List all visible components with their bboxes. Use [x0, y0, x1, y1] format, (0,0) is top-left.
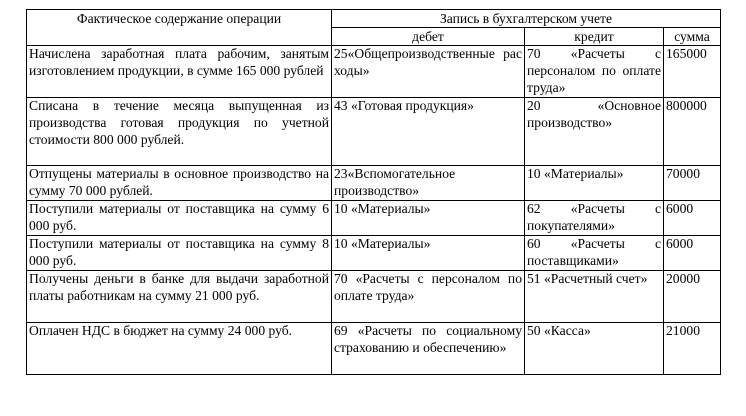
credit-cell: 62 «Расчеты с покупателями»	[525, 201, 664, 236]
credit-cell: 10 «Материалы»	[525, 166, 664, 201]
table-row	[27, 201, 721, 236]
table-row	[27, 271, 721, 323]
amount-cell: 165000	[664, 46, 721, 98]
table-row	[27, 166, 721, 201]
credit-cell: 60 «Расчеты с поставщиками»	[525, 236, 664, 271]
header-row-top	[27, 10, 721, 28]
table-row	[27, 98, 721, 166]
credit-cell: 20 «Основное производство»	[525, 98, 664, 166]
header-entry: Запись в бухгалтерском учете	[332, 10, 721, 28]
header-amount: сумма	[664, 28, 721, 46]
amount-cell: 6000	[664, 201, 721, 236]
header-credit: кредит	[525, 28, 664, 46]
amount-cell: 6000	[664, 236, 721, 271]
operation-cell: Поступили материалы от поставщика на сумму 6 000 руб.	[27, 201, 332, 236]
credit-cell: 51 «Расчетный счет»	[525, 271, 664, 323]
amount-cell: 21000	[664, 323, 721, 375]
debit-cell: 70 «Расчеты с персоналом по оплате труда»	[332, 271, 525, 323]
accounting-entries-table	[26, 9, 721, 375]
operation-cell: Отпущены материалы в основное производство на сумму 70 000 рублей.	[27, 166, 332, 201]
operation-cell: Получены деньги в банке для выдачи заработной платы работникам на сумму 21 000 руб.	[27, 271, 332, 323]
header-operation: Фактическое содержание операции	[27, 10, 332, 46]
table-row	[27, 46, 721, 98]
debit-cell: 69 «Расчеты по социальному страхованию и обеспечению»	[332, 323, 525, 375]
debit-cell: 10 «Материалы»	[332, 201, 525, 236]
table-row	[27, 236, 721, 271]
debit-cell: 10 «Материалы»	[332, 236, 525, 271]
operation-cell: Оплачен НДС в бюджет на сумму 24 000 руб.	[27, 323, 332, 375]
debit-cell: 25«Общепроизводственные расходы»	[332, 46, 525, 98]
debit-cell: 23«Вспомогательное производство»	[332, 166, 525, 201]
operation-cell: Поступили материалы от поставщика на сумму 8 000 руб.	[27, 236, 332, 271]
header-debit: дебет	[332, 28, 525, 46]
credit-cell: 70 «Расчеты с персоналом по оплате труда»	[525, 46, 664, 98]
amount-cell: 70000	[664, 166, 721, 201]
amount-cell: 20000	[664, 271, 721, 323]
credit-cell: 50 «Касса»	[525, 323, 664, 375]
table-row	[27, 323, 721, 375]
amount-cell: 800000	[664, 98, 721, 166]
debit-cell: 43 «Готовая продукция»	[332, 98, 525, 166]
operation-cell: Списана в течение месяца выпущенная из производства готовая продукция по учетной стоимости 800 000 рублей.	[27, 98, 332, 166]
operation-cell: Начислена заработная плата рабочим, занятым изготовлением продукции, в сумме 165 000 рублей	[27, 46, 332, 98]
